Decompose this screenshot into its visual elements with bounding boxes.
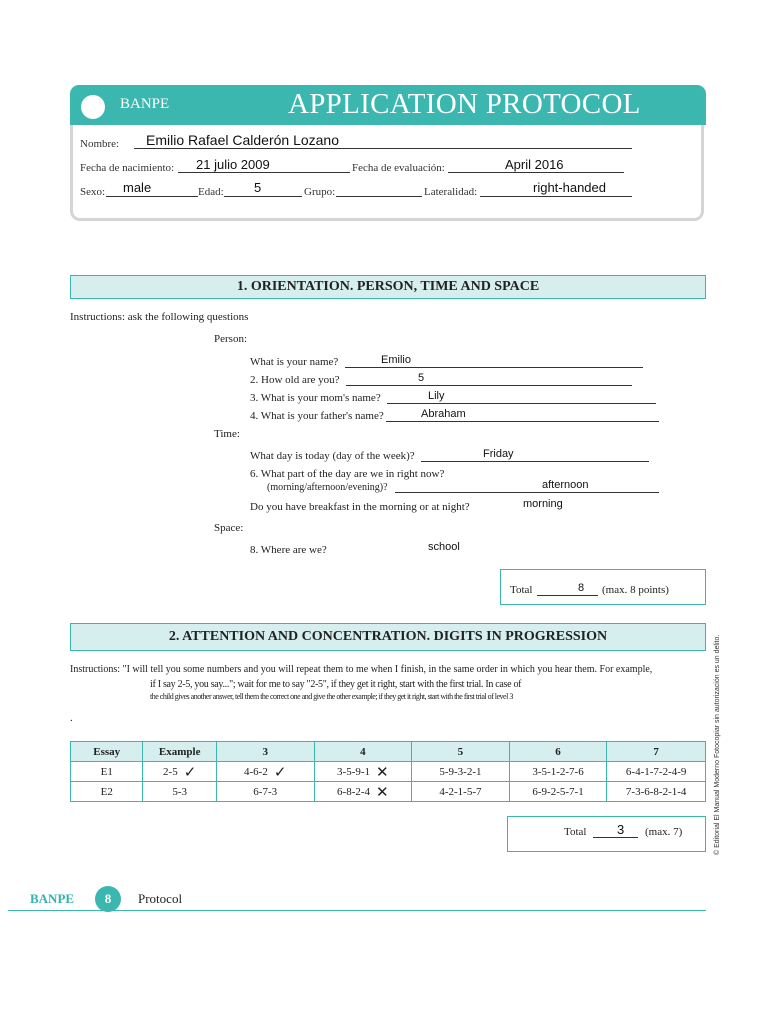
answer-name[interactable]: Emilio — [381, 354, 411, 366]
row-label: E2 — [71, 782, 143, 802]
cell-value: 2-5 — [163, 765, 178, 778]
question-name: What is your name? — [250, 356, 339, 368]
col-7: 7 — [607, 742, 706, 762]
table-cell[interactable] — [216, 782, 314, 802]
section2-total-value[interactable]: 3 — [617, 822, 625, 837]
section1-total-line — [537, 595, 598, 596]
table-cell[interactable] — [509, 782, 607, 802]
section2-instructions-1: Instructions: "I will tell you some numbers and you will repeat them to me when I finish, in the same order in which you hear them. For example, — [70, 664, 653, 675]
cell-value: 7-3-6-8-2-1-4 — [625, 785, 687, 798]
answer-mom[interactable]: Lily — [428, 390, 445, 402]
answer-daypart[interactable]: afternoon — [542, 479, 589, 491]
person-label: Person: — [214, 333, 247, 345]
question-father: 4. What is your father's name? — [250, 410, 384, 422]
laterality-label: Lateralidad: — [424, 186, 478, 198]
answer-age[interactable]: 5 — [418, 372, 425, 384]
section2-title: 2. ATTENTION AND CONCENTRATION. DIGITS IN PROGRESSION — [70, 623, 706, 651]
col-example: Example — [143, 742, 216, 762]
space-label: Space: — [214, 522, 244, 534]
sex-line — [106, 196, 198, 197]
eval-line — [448, 172, 624, 173]
cell-value: 6-7-3 — [253, 785, 278, 798]
table-cell[interactable] — [314, 782, 412, 802]
group-label: Grupo: — [304, 186, 336, 198]
answer-father[interactable]: Abraham — [421, 408, 466, 420]
question-daypart: 6. What part of the day are we in right now? — [250, 468, 445, 480]
eval-value[interactable]: April 2016 — [505, 157, 564, 172]
answer-line-1 — [345, 367, 643, 368]
page-number: 8 — [95, 886, 121, 912]
section1-title: 1. ORIENTATION. PERSON, TIME AND SPACE — [70, 275, 706, 299]
section2-instructions-2: if I say 2-5, you say..."; wait for me to say "2-5", if they get it right, start with the first trial. In case of — [150, 679, 522, 690]
cell-value: 6-9-2-5-7-1 — [532, 785, 584, 798]
name-line — [134, 148, 632, 149]
cell-value: 4-2-1-5-7 — [439, 785, 482, 798]
answer-line-4 — [386, 421, 659, 422]
digits-table — [70, 741, 706, 802]
cell-value: 4-6-2 — [244, 765, 268, 778]
footer-label: Protocol — [138, 891, 183, 906]
laterality-value[interactable]: right-handed — [533, 180, 606, 195]
birth-line — [178, 172, 350, 173]
logo-circle-icon — [81, 95, 105, 119]
answer-line-5 — [421, 461, 649, 462]
section2-total-line — [593, 837, 638, 838]
table-row — [71, 762, 706, 782]
table-header-row — [71, 742, 706, 762]
answer-line-3 — [387, 403, 656, 404]
cell-value: 5-3 — [172, 785, 188, 798]
name-label: Nombre: — [80, 138, 120, 150]
section1-total-max: (max. 8 points) — [602, 584, 669, 596]
cell-value: 6-4-1-7-2-4-9 — [625, 765, 687, 778]
question-daypart-options: (morning/afternoon/evening)? — [267, 482, 388, 493]
table-cell[interactable] — [607, 782, 706, 802]
cross-icon: ✕ — [376, 782, 389, 801]
question-mom: 3. What is your mom's name? — [250, 392, 381, 404]
brand-label: BANPE — [120, 96, 170, 112]
answer-line-2 — [346, 385, 632, 386]
question-age: 2. How old are you? — [250, 374, 340, 386]
cell-value: 3-5-1-2-7-6 — [532, 765, 584, 778]
check-icon: ✓ — [183, 762, 197, 781]
copyright-notice: © Editorial El Manual Moderno Fotocopiar sin autorización es un delito. — [714, 634, 721, 855]
table-row — [71, 782, 706, 802]
cell-value: 3-5-9-1 — [337, 765, 371, 778]
sex-label: Sexo: — [80, 186, 106, 198]
answer-where[interactable]: school — [428, 541, 460, 553]
question-where: 8. Where are we? — [250, 544, 327, 556]
row-label: E1 — [71, 762, 143, 782]
page-title: APPLICATION PROTOCOL — [288, 88, 641, 120]
col-5: 5 — [412, 742, 510, 762]
cross-icon: ✕ — [376, 762, 389, 781]
cell-value: 5-9-3-2-1 — [439, 765, 482, 778]
table-cell[interactable] — [143, 762, 216, 782]
answer-day[interactable]: Friday — [483, 448, 514, 460]
sex-value[interactable]: male — [123, 180, 152, 195]
birth-value[interactable]: 21 julio 2009 — [196, 157, 270, 172]
name-value[interactable]: Emilio Rafael Calderón Lozano — [146, 132, 339, 148]
answer-line-6 — [395, 492, 659, 493]
section1-total-value[interactable]: 8 — [578, 582, 585, 594]
table-cell[interactable] — [412, 782, 510, 802]
age-value[interactable]: 5 — [254, 180, 262, 195]
table-cell[interactable] — [143, 782, 216, 802]
laterality-line — [480, 196, 632, 197]
answer-breakfast[interactable]: morning — [523, 498, 563, 510]
section2-total-label: Total — [564, 826, 587, 838]
section2-instructions-3: the child gives another answer, tell them the correct one and give the other example; if they get it right, start with the first trial of level 3 — [150, 692, 513, 701]
question-day: What day is today (day of the week)? — [250, 450, 415, 462]
question-breakfast: Do you have breakfast in the morning or at night? — [250, 501, 470, 513]
group-line — [336, 196, 422, 197]
cell-value: 6-8-2-4 — [337, 785, 371, 798]
check-icon: ✓ — [273, 762, 287, 781]
col-6: 6 — [509, 742, 607, 762]
time-label: Time: — [214, 428, 240, 440]
section1-total-label: Total — [510, 584, 533, 596]
table-cell[interactable] — [607, 762, 706, 782]
section2-dot: . — [70, 712, 73, 724]
col-essay: Essay — [71, 742, 143, 762]
col-4: 4 — [314, 742, 412, 762]
eval-label: Fecha de evaluación: — [352, 162, 445, 174]
birth-label: Fecha de nacimiento: — [80, 162, 175, 174]
col-3: 3 — [216, 742, 314, 762]
footer-brand: BANPE — [30, 891, 75, 906]
section1-instructions: Instructions: ask the following questions — [70, 311, 249, 323]
age-label: Edad: — [198, 186, 224, 198]
table-cell[interactable] — [412, 762, 510, 782]
age-line — [224, 196, 302, 197]
section2-total-max: (max. 7) — [645, 826, 683, 838]
table-cell[interactable] — [509, 762, 607, 782]
table-cell[interactable] — [314, 762, 412, 782]
table-cell[interactable] — [216, 762, 314, 782]
